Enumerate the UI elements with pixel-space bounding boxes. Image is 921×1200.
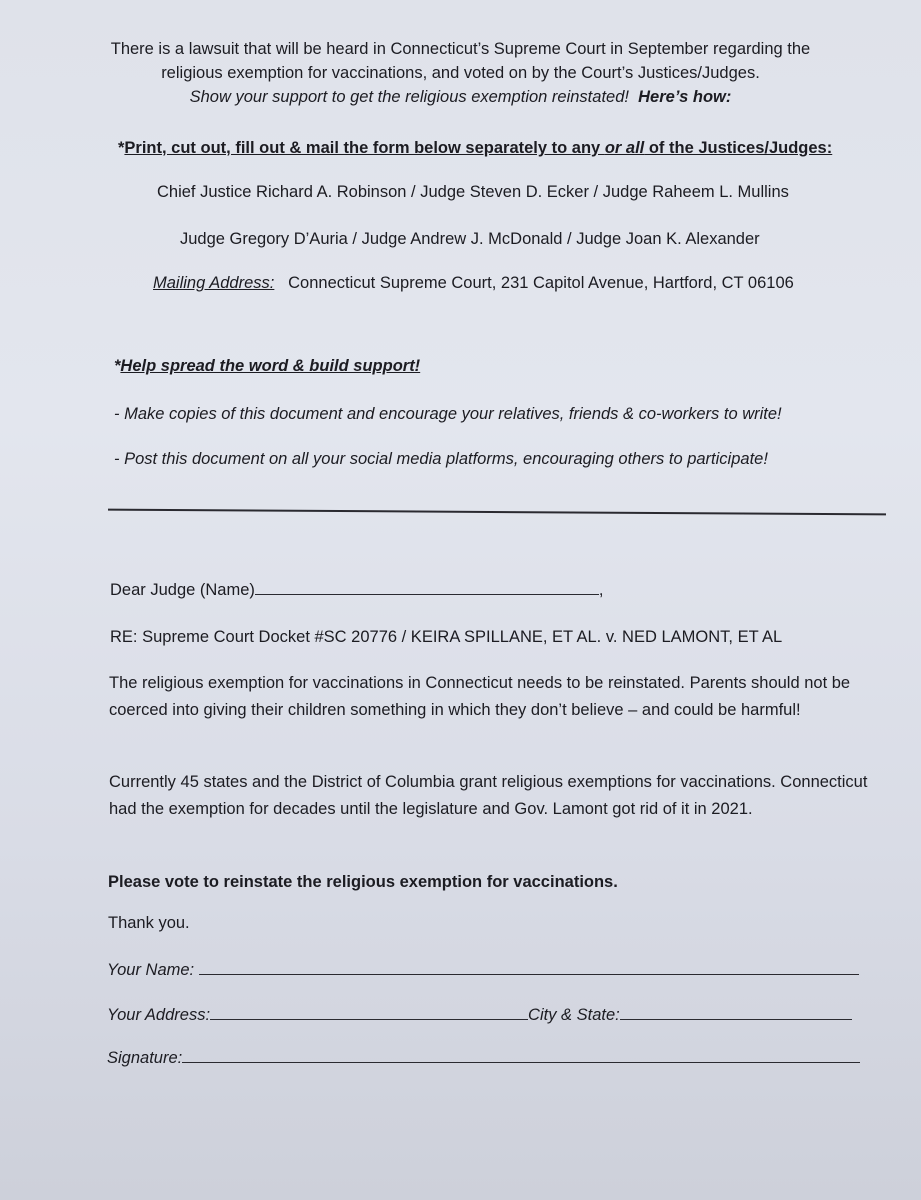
salutation xyxy=(110,580,603,600)
your-name-label: Your Name: xyxy=(107,961,195,979)
judges-list-line-1: Chief Justice Richard A. Robinson / Judge Steven D. Ecker / Judge Raheem L. Mullins xyxy=(157,183,789,201)
intro-line-2: religious exemption for vaccinations, and voted on by the Court’s Justices/Judges. xyxy=(161,64,760,82)
instructions-heading-emphasis: or all xyxy=(604,139,645,157)
cut-line-divider xyxy=(108,509,886,515)
mailing-address-label: Mailing Address: xyxy=(153,274,275,292)
intro-call-to-action: Show your support to get the religious exemption reinstated! xyxy=(189,88,629,106)
your-address-field[interactable] xyxy=(210,1005,528,1020)
address-row xyxy=(107,1005,852,1025)
intro-line-1: There is a lawsuit that will be heard in Connecticut’s Supreme Court in September regarding the xyxy=(110,40,811,58)
letter-paragraph-1: The religious exemption for vaccinations in Connecticut needs to be reinstated. Parents should not be coerced into giving their children something in which they don’t believe – and could be harmful! xyxy=(109,674,851,719)
your-name-row xyxy=(107,960,859,980)
judge-name-field[interactable] xyxy=(255,580,599,595)
asterisk: * xyxy=(114,357,121,375)
spread-item-copies: - Make copies of this document and encourage your relatives, friends & co-workers to write! xyxy=(114,405,782,423)
mailing-address-value: Connecticut Supreme Court, 231 Capitol Avenue, Hartford, CT 06106 xyxy=(288,274,794,292)
city-state-field[interactable] xyxy=(620,1005,852,1020)
asterisk: * xyxy=(118,139,125,157)
spread-item-social: - Post this document on all your social media platforms, encouraging others to participate! xyxy=(114,450,768,468)
instructions-heading-part1: Print, cut out, fill out & mail the form below separately to any xyxy=(124,139,605,157)
letter-request: Please vote to reinstate the religious exemption for vaccinations. xyxy=(108,873,618,891)
intro-line-3 xyxy=(0,88,921,107)
city-state-label: City & State: xyxy=(528,1006,620,1024)
salutation-text: Dear Judge (Name) xyxy=(110,581,255,599)
intro-heres-how: Here’s how: xyxy=(638,88,732,106)
letter-paragraph-2: Currently 45 states and the District of Columbia grant religious exemptions for vaccinations. Connecticut had the exemption for decades until the legislature and Gov. Lamont got rid of it in 2021. xyxy=(109,773,868,818)
salutation-comma: , xyxy=(598,581,604,599)
spread-heading xyxy=(114,357,420,376)
signature-field[interactable] xyxy=(182,1048,860,1063)
letter-closing: Thank you. xyxy=(108,914,190,932)
re-line: RE: Supreme Court Docket #SC 20776 / KEIRA SPILLANE, ET AL. v. NED LAMONT, ET AL xyxy=(110,628,783,646)
instructions-heading-text xyxy=(124,139,832,157)
your-name-field[interactable] xyxy=(199,960,859,975)
instructions-heading-part2: of the Justices/Judges: xyxy=(644,139,833,157)
signature-row xyxy=(107,1048,860,1068)
spread-heading-text: Help spread the word & build support! xyxy=(120,357,421,375)
mailing-address xyxy=(153,274,794,293)
your-address-label: Your Address: xyxy=(107,1006,211,1024)
signature-label: Signature: xyxy=(107,1049,183,1067)
judges-list-line-2: Judge Gregory D’Auria / Judge Andrew J. McDonald / Judge Joan K. Alexander xyxy=(180,230,760,248)
instructions-heading xyxy=(118,139,832,158)
